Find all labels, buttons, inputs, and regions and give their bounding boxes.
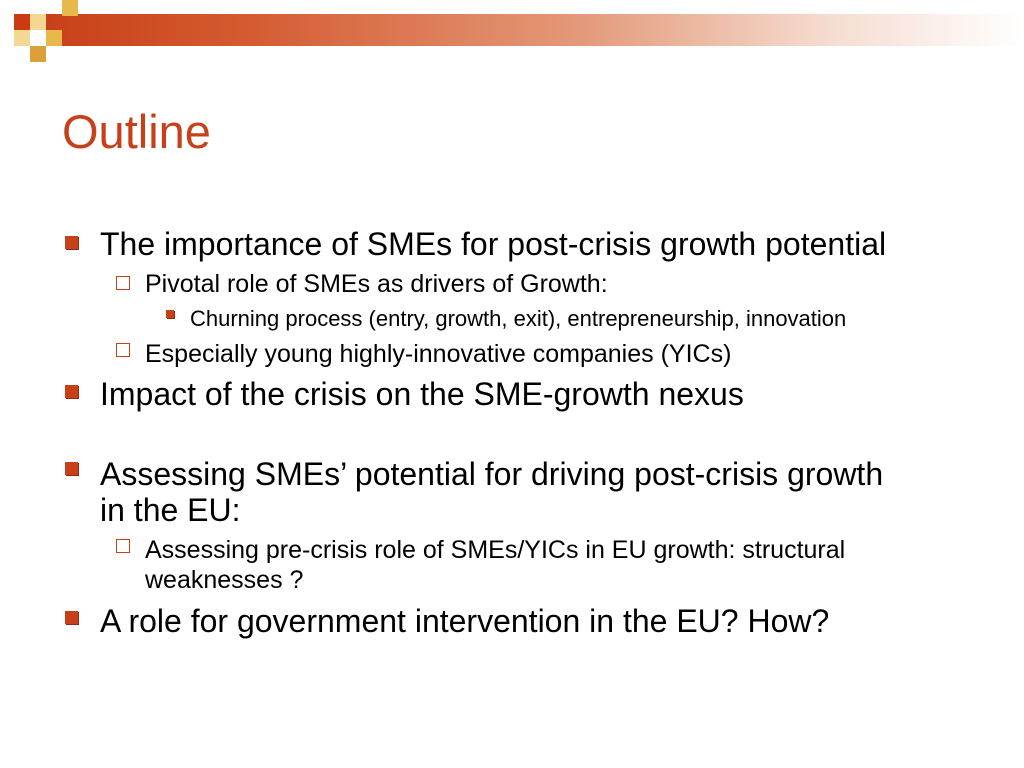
bullet-level-1: Impact of the crisis on the SME-growth nexus — [100, 376, 744, 412]
header-decoration-square — [30, 46, 46, 62]
header-decoration-square — [46, 30, 62, 46]
filled-square-icon — [65, 236, 78, 249]
header-gradient-bar — [46, 14, 1024, 46]
slide-title: Outline — [62, 105, 211, 158]
header-decoration-square — [14, 30, 30, 46]
bullet-level-1: Assessing SMEs’ potential for driving post-crisis growth — [100, 456, 884, 492]
bullet-level-1: The importance of SMEs for post-crisis growth potential — [100, 226, 887, 262]
hollow-square-icon — [116, 539, 130, 553]
bullet-level-2: Pivotal role of SMEs as drivers of Growth: — [145, 270, 608, 298]
header-decoration-square — [62, 0, 78, 16]
filled-square-icon — [65, 462, 78, 475]
bullet-level-2: Assessing pre-crisis role of SMEs/YICs in EU growth: structural — [145, 536, 846, 564]
hollow-square-icon — [116, 276, 130, 290]
header-decoration-square — [30, 14, 46, 30]
filled-square-icon — [65, 611, 78, 624]
bullet-level-1: A role for government intervention in the EU? How? — [100, 603, 830, 639]
header-decoration-square — [14, 14, 30, 30]
hollow-square-icon — [116, 343, 130, 357]
bullet-level-2: Especially young highly-innovative companies (YICs) — [145, 340, 732, 368]
small-filled-square-icon — [166, 310, 174, 318]
bullet-level-3: Churning process (entry, growth, exit), entrepreneurship, innovation — [190, 306, 847, 331]
bullet-level-2-continuation: weaknesses ? — [145, 566, 304, 594]
bullet-level-1-continuation: in the EU: — [100, 492, 241, 528]
filled-square-icon — [65, 385, 78, 398]
